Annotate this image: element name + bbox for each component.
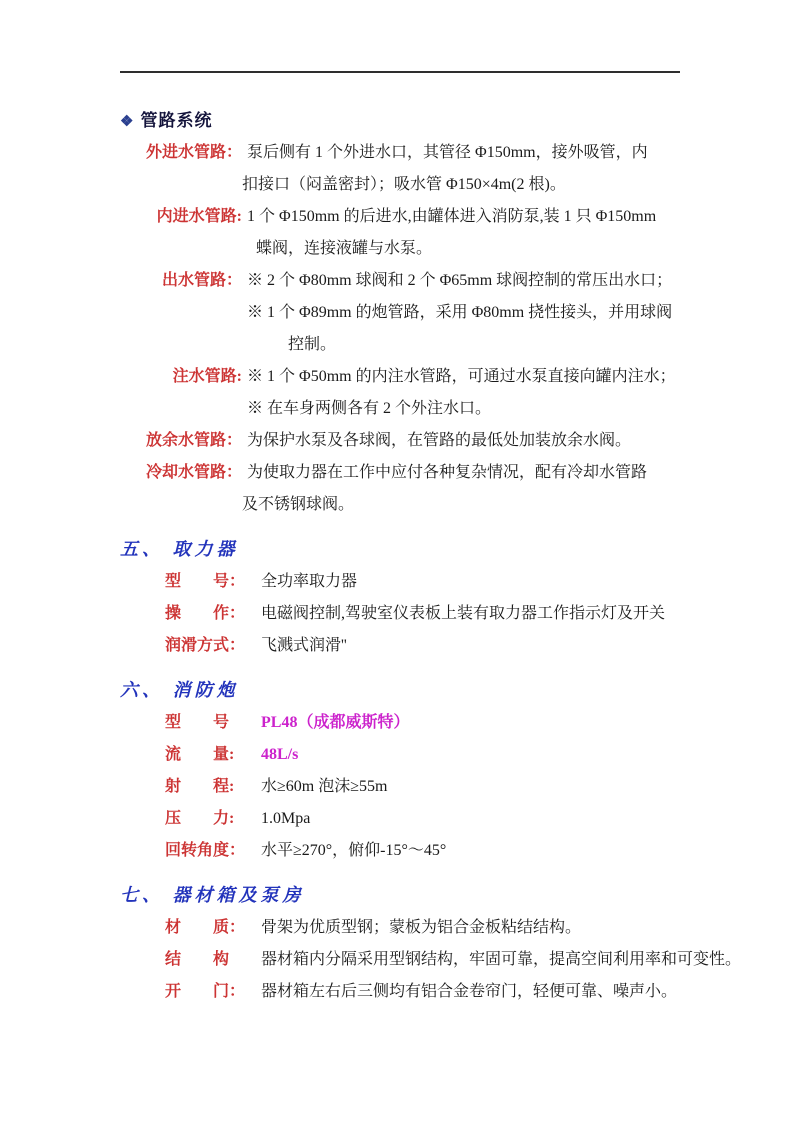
row-line: ※ 在车身两侧各有 2 个外注水口。 — [247, 400, 492, 417]
pipeline-row-outer-inlet — [120, 137, 692, 201]
diamond-bullet-icon: ❖ — [120, 114, 135, 130]
row-label: 内进水管路: — [156, 208, 242, 225]
header-rule — [120, 71, 680, 73]
row-value: 飞溅式润滑'' — [261, 637, 347, 654]
row-line: 及不锈钢球阀。 — [242, 496, 355, 513]
row-value: PL48（成都威斯特） — [261, 714, 410, 731]
row-value: 48L/s — [261, 746, 299, 763]
row-value — [242, 265, 692, 361]
row-value: 器材箱内分隔采用型钢结构，牢固可靠，提高空间利用率和可变性。 — [261, 951, 742, 968]
row-value — [242, 425, 692, 457]
row-value: 水平≥270°，俯仰-15°～45° — [261, 842, 447, 859]
pipeline-row-filling — [120, 361, 692, 425]
row-label: 材 质： — [165, 919, 246, 936]
row-label: 射 程: — [165, 778, 235, 795]
row-value: 器材箱左右后三侧均有铝合金卷帘门，轻便可靠、噪声小。 — [261, 983, 678, 1000]
row-label: 流 量: — [165, 746, 235, 763]
row-line: 1 个 Φ150mm 的后进水,由罐体进入消防泵,装 1 只 Φ150mm — [247, 208, 657, 225]
row-label: 放余水管路： — [145, 432, 242, 449]
section7-header: 七、 器材箱及泵房 — [120, 885, 305, 905]
row-value: 1.0Mpa — [261, 810, 311, 827]
row-line: 为使取力器在工作中应付各种复杂情况，配有冷却水管路 — [247, 464, 648, 481]
section7-rows — [120, 912, 742, 1008]
pipeline-rows — [120, 137, 692, 521]
spec-row-lubrication — [165, 630, 692, 662]
row-label: 出水管路： — [161, 272, 242, 289]
row-line: 泵后侧有 1 个外进水口，其管径 Φ150mm，接外吸管，内 — [247, 144, 648, 161]
row-value: 电磁阀控制,驾驶室仪表板上装有取力器工作指示灯及开关 — [261, 605, 666, 622]
row-label: 压 力: — [165, 810, 235, 827]
row-line: 为保护水泵及各球阀，在管路的最低处加装放余水阀。 — [247, 432, 632, 449]
row-line: 蝶阀，连接液罐与水泵。 — [256, 240, 433, 257]
pipeline-row-inner-inlet — [120, 201, 692, 265]
spec-row-rotation — [165, 835, 692, 867]
spec-row-range — [165, 771, 692, 803]
spec-row-pressure — [165, 803, 692, 835]
row-label: 结 构 — [165, 951, 230, 968]
row-line: ※ 1 个 Φ50mm 的内注水管路，可通过水泵直接向罐内注水； — [247, 368, 676, 385]
row-value — [242, 457, 692, 521]
row-value — [242, 361, 692, 425]
pipeline-row-cooling — [120, 457, 692, 521]
row-line: 扣接口（闷盖密封）；吸水管 Φ150×4m(2 根)。 — [242, 176, 566, 193]
section6-header: 六、 消防炮 — [120, 680, 239, 700]
row-line: 控制。 — [288, 336, 337, 353]
row-value — [242, 137, 692, 201]
row-label: 冷却水管路： — [145, 464, 242, 481]
row-value: 水≥60m 泡沫≥55m — [261, 778, 388, 795]
spec-row-model — [165, 566, 692, 598]
row-label: 型 号 — [165, 714, 230, 731]
row-label: 外进水管路： — [145, 144, 242, 161]
row-line: ※ 2 个 Φ80mm 球阀和 2 个 Φ65mm 球阀控制的常压出水口； — [247, 272, 673, 289]
pipeline-section-title: 管路系统 — [140, 111, 213, 130]
row-label: 型 号： — [165, 573, 246, 590]
row-label: 开 门： — [165, 983, 246, 1000]
spec-row-operation — [165, 598, 692, 630]
row-value: 全功率取力器 — [261, 573, 358, 590]
section6-rows — [120, 707, 692, 867]
spec-row-structure — [165, 944, 742, 976]
spec-row-monitor-model — [165, 707, 692, 739]
pipeline-row-drain — [120, 425, 692, 457]
spec-row-flow — [165, 739, 692, 771]
pipeline-section-header — [120, 100, 692, 131]
row-label: 操 作： — [165, 605, 246, 622]
row-label: 注水管路: — [172, 368, 242, 385]
row-line: ※ 1 个 Φ89mm 的炮管路，采用 Φ80mm 挠性接头，并用球阀 — [247, 304, 673, 321]
spec-row-doors — [165, 976, 692, 1008]
pipeline-row-outlet — [120, 265, 692, 361]
section5-rows — [120, 566, 692, 662]
section5-header: 五、 取力器 — [120, 539, 239, 559]
row-value — [242, 201, 692, 265]
row-value: 骨架为优质型钢；蒙板为铝合金板粘结结构。 — [261, 919, 582, 936]
document-content — [120, 100, 742, 1008]
row-label: 润滑方式： — [165, 637, 246, 654]
spec-row-material — [165, 912, 692, 944]
row-label: 回转角度： — [165, 842, 246, 859]
